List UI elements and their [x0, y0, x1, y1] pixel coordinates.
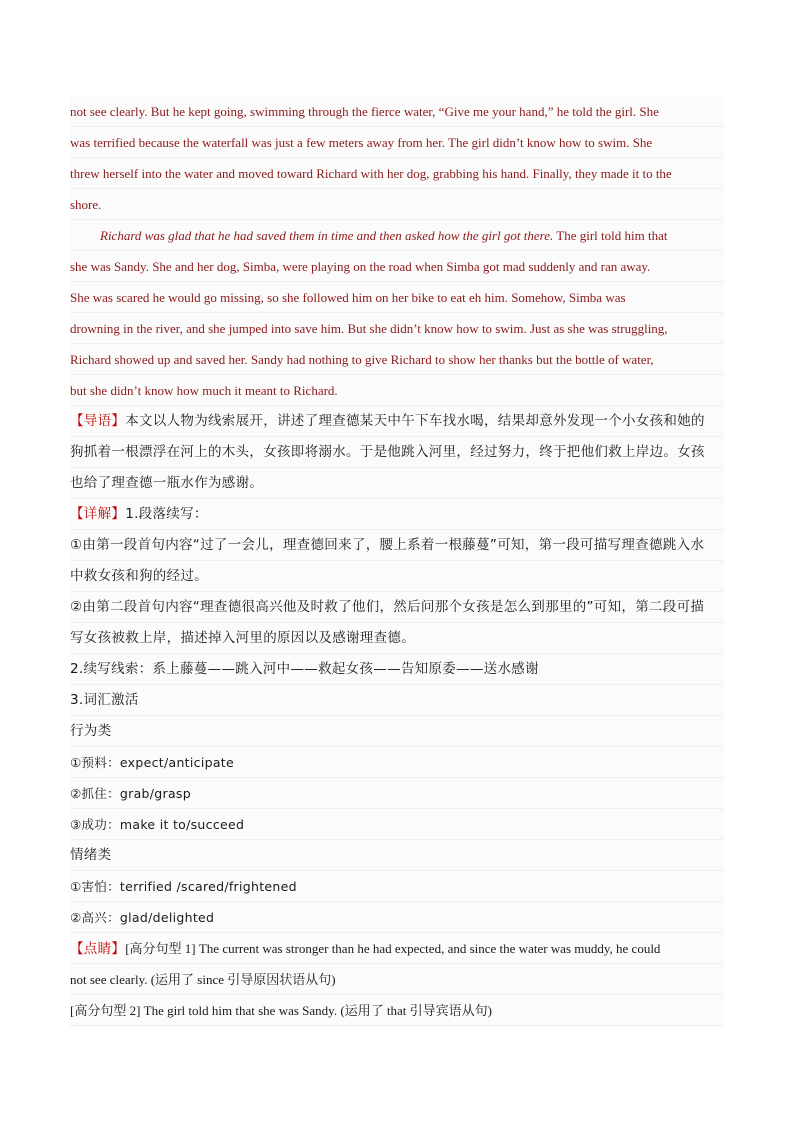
detail-heading: 【详解】1.段落续写：	[70, 499, 724, 530]
highlight-tag: 【点睛】	[70, 941, 126, 957]
story-text: The girl told him that	[553, 228, 668, 243]
highlight-line: not see clearly. (运用了 since 引导原因状语从句)	[70, 964, 724, 995]
detail-line: 写女孩被救上岸，描述掉入河里的原因以及感谢理查德。	[70, 623, 724, 654]
clue-line: 2.续写线索：系上藤蔓——跳入河中——救起女孩——告知原委——送水感谢	[70, 654, 724, 685]
guide-line: 【导语】本文以人物为线索展开，讲述了理查德某天中午下车找水喝，结果却意外发现一个小女孩和她的	[70, 406, 724, 437]
detail-line: ②由第二段首句内容“理查德很高兴他及时救了他们，然后问那个女孩是怎么到那里的”可知，第二段可描	[70, 592, 724, 623]
detail-line: 中救女孩和狗的经过。	[70, 561, 724, 592]
vocab-item: ②抓住：grab/grasp	[70, 778, 724, 809]
guide-line: 也给了理查德一瓶水作为感谢。	[70, 468, 724, 499]
highlight-line: [高分句型 2] The girl told him that she was Sandy. (运用了 that 引导宾语从句)	[70, 995, 724, 1026]
vocab-item: ①预料：expect/anticipate	[70, 747, 724, 778]
story-line: shore.	[70, 189, 724, 220]
story-line: was terrified because the waterfall was just a few meters away from her. The girl didn’t know how to swim. She	[70, 127, 724, 158]
story-paragraph-2-start	[70, 220, 724, 251]
guide-line: 狗抓着一根漂浮在河上的木头，女孩即将溺水。于是他跳入河里，经过努力，终于把他们救上岸边。女孩	[70, 437, 724, 468]
document-page	[70, 96, 724, 1026]
story-line: threw herself into the water and moved toward Richard with her dog, grabbing his hand. Finally, they made it to the	[70, 158, 724, 189]
story-line: but she didn’t know how much it meant to Richard.	[70, 375, 724, 406]
story-line: she was Sandy. She and her dog, Simba, were playing on the road when Simba got mad suddenly and ran away.	[70, 251, 724, 282]
detail-line: ①由第一段首句内容“过了一会儿，理查德回来了，腰上系着一根藤蔓”可知，第一段可描写理查德跳入水	[70, 530, 724, 561]
story-line: She was scared he would go missing, so she followed him on her bike to eat eh him. Somehow, Simba was	[70, 282, 724, 313]
category-heading: 行为类	[70, 716, 724, 747]
detail-tag: 【详解】	[70, 506, 126, 522]
vocab-item: ③成功：make it to/succeed	[70, 809, 724, 840]
story-line: drowning in the river, and she jumped into save him. But she didn’t know how to swim. Just as she was struggling,	[70, 313, 724, 344]
highlight-line: 【点睛】[高分句型 1] The current was stronger than he had expected, and since the water was muddy, he could	[70, 933, 724, 964]
vocab-item: ①害怕：terrified /scared/frightened	[70, 871, 724, 902]
paragraph-opening-sentence: Richard was glad that he had saved them in time and then asked how the girl got there.	[100, 228, 554, 243]
story-line: not see clearly. But he kept going, swimming through the fierce water, “Give me your hand,” he told the girl. She	[70, 96, 724, 127]
story-line: Richard showed up and saved her. Sandy had nothing to give Richard to show her thanks but the bottle of water,	[70, 344, 724, 375]
vocab-item: ②高兴：glad/delighted	[70, 902, 724, 933]
guide-tag: 【导语】	[70, 413, 126, 429]
vocab-heading: 3.词汇激活	[70, 685, 724, 716]
category-heading: 情绪类	[70, 840, 724, 871]
